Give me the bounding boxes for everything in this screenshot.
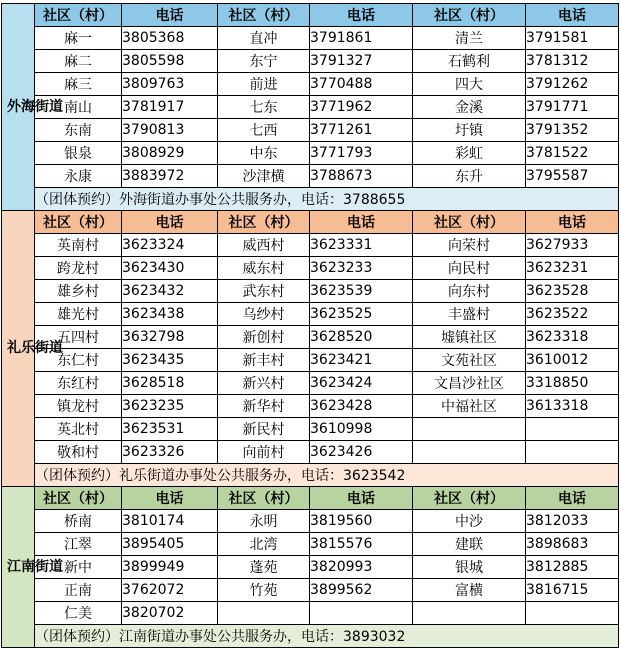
community-name-cell: 向东村 — [413, 280, 526, 303]
phone-number-cell: 3791327 — [310, 50, 413, 73]
phone-number-cell: 3899949 — [122, 556, 218, 579]
column-header-community: 社区（村） — [218, 487, 310, 510]
phone-number-cell: 3791581 — [526, 27, 619, 50]
column-header-phone: 电话 — [526, 487, 619, 510]
phone-number-cell: 3318850 — [526, 372, 619, 395]
community-name-cell: 五四村 — [35, 326, 122, 349]
section-footer-row — [2, 188, 619, 211]
community-name-cell: 新中 — [35, 556, 122, 579]
community-name-cell: 跨龙村 — [35, 257, 122, 280]
community-name-cell: 新丰村 — [218, 349, 310, 372]
phone-number-cell: 3623326 — [122, 441, 218, 464]
community-name-cell: 文昌沙社区 — [413, 372, 526, 395]
community-name-cell: 新华村 — [218, 395, 310, 418]
section-header-row — [2, 211, 619, 234]
community-name-cell: 银泉 — [35, 142, 122, 165]
column-header-phone: 电话 — [122, 211, 218, 234]
community-name-cell: 七东 — [218, 96, 310, 119]
phone-number-cell: 3791262 — [526, 73, 619, 96]
community-name-cell: 丰盛村 — [413, 303, 526, 326]
table-row — [2, 418, 619, 441]
phone-number-cell: 3895405 — [122, 533, 218, 556]
community-name-cell: 金溪 — [413, 96, 526, 119]
column-header-phone: 电话 — [122, 4, 218, 27]
phone-number-cell: 3805598 — [122, 50, 218, 73]
community-name-cell: 墟镇社区 — [413, 326, 526, 349]
community-name-cell: 新兴村 — [218, 372, 310, 395]
section-header-row — [2, 487, 619, 510]
community-name-cell: 石鹤利 — [413, 50, 526, 73]
street-name-text: 外海街道 — [7, 98, 63, 115]
community-name-cell: 向民村 — [413, 257, 526, 280]
phone-number-cell: 3623438 — [122, 303, 218, 326]
community-name-cell: 江翠 — [35, 533, 122, 556]
street-name-text: 礼乐街道 — [7, 340, 63, 356]
phone-number-cell: 3771962 — [310, 96, 413, 119]
community-name-cell: 乌纱村 — [218, 303, 310, 326]
community-name-cell: 北湾 — [218, 533, 310, 556]
community-name-cell: 镇龙村 — [35, 395, 122, 418]
community-name-cell: 竹苑 — [218, 579, 310, 602]
column-header-community: 社区（村） — [413, 487, 526, 510]
phone-number-cell: 3812033 — [526, 510, 619, 533]
phone-number-cell — [526, 418, 619, 441]
community-name-cell: 威西村 — [218, 234, 310, 257]
community-name-cell — [413, 418, 526, 441]
table-row — [2, 556, 619, 579]
phone-number-cell: 3791771 — [526, 96, 619, 119]
community-name-cell: 东宁 — [218, 50, 310, 73]
phone-number-cell: 3623235 — [122, 395, 218, 418]
phone-number-cell: 3623231 — [526, 257, 619, 280]
street-name-label — [2, 487, 63, 648]
phone-number-cell: 3808929 — [122, 142, 218, 165]
phone-number-cell — [310, 602, 413, 625]
community-name-cell: 麻三 — [35, 73, 122, 96]
community-name-cell: 正南 — [35, 579, 122, 602]
community-name-cell: 建联 — [413, 533, 526, 556]
column-header-phone: 电话 — [310, 487, 413, 510]
community-name-cell: 直冲 — [218, 27, 310, 50]
community-name-cell: 英北村 — [35, 418, 122, 441]
table-row — [2, 50, 619, 73]
community-name-cell: 麻一 — [35, 27, 122, 50]
column-header-community: 社区（村） — [413, 4, 526, 27]
table-row — [2, 27, 619, 50]
phone-number-cell: 3790813 — [122, 119, 218, 142]
phone-number-cell: 3899562 — [310, 579, 413, 602]
group-booking-contact: （团体预约）江南街道办事处公共服务办，电话：3893032 — [35, 625, 619, 648]
phone-number-cell: 3816715 — [526, 579, 619, 602]
community-name-cell: 向荣村 — [413, 234, 526, 257]
community-name-cell: 中福社区 — [413, 395, 526, 418]
community-name-cell: 银城 — [413, 556, 526, 579]
community-name-cell: 东仁村 — [35, 349, 122, 372]
phone-number-cell: 3820702 — [122, 602, 218, 625]
community-name-cell — [413, 441, 526, 464]
phone-number-cell — [526, 441, 619, 464]
phone-number-cell: 3795587 — [526, 165, 619, 188]
community-name-cell: 文苑社区 — [413, 349, 526, 372]
table-row — [2, 96, 619, 119]
phone-number-cell: 3623421 — [310, 349, 413, 372]
community-name-cell: 仁美 — [35, 602, 122, 625]
community-name-cell: 永明 — [218, 510, 310, 533]
phone-number-cell: 3623233 — [310, 257, 413, 280]
community-name-cell: 向前村 — [218, 441, 310, 464]
community-name-cell: 东升 — [413, 165, 526, 188]
community-name-cell: 前进 — [218, 73, 310, 96]
community-name-cell — [413, 602, 526, 625]
table-row — [2, 73, 619, 96]
column-header-community: 社区（村） — [218, 211, 310, 234]
phone-number-cell: 3623539 — [310, 280, 413, 303]
table-row — [2, 119, 619, 142]
phone-number-cell: 3623435 — [122, 349, 218, 372]
table-row — [2, 326, 619, 349]
section-header-row — [2, 4, 619, 27]
phone-number-cell: 3812885 — [526, 556, 619, 579]
phone-number-cell: 3623525 — [310, 303, 413, 326]
group-booking-contact: （团体预约）外海街道办事处公共服务办，电话：3788655 — [35, 188, 619, 211]
community-name-cell: 东红村 — [35, 372, 122, 395]
phone-number-cell — [526, 602, 619, 625]
phone-number-cell: 3628518 — [122, 372, 218, 395]
phone-number-cell: 3623432 — [122, 280, 218, 303]
community-name-cell — [218, 602, 310, 625]
column-header-community: 社区（村） — [35, 211, 122, 234]
table-row — [2, 579, 619, 602]
phone-number-cell: 3781917 — [122, 96, 218, 119]
community-name-cell: 雄光村 — [35, 303, 122, 326]
column-header-community: 社区（村） — [35, 4, 122, 27]
phone-number-cell: 3815576 — [310, 533, 413, 556]
table-row — [2, 280, 619, 303]
phone-number-cell: 3623528 — [526, 280, 619, 303]
phone-number-cell: 3632798 — [122, 326, 218, 349]
community-name-cell: 沙津横 — [218, 165, 310, 188]
phone-number-cell: 3805368 — [122, 27, 218, 50]
street-name-text: 江南街道 — [7, 558, 63, 575]
community-phone-table — [1, 3, 619, 648]
table-row — [2, 349, 619, 372]
community-name-cell: 圩镇 — [413, 119, 526, 142]
section-footer-row — [2, 464, 619, 487]
community-name-cell: 桥南 — [35, 510, 122, 533]
directory — [1, 3, 619, 648]
community-name-cell: 威东村 — [218, 257, 310, 280]
column-header-phone: 电话 — [526, 4, 619, 27]
table-row — [2, 257, 619, 280]
community-name-cell: 敬和村 — [35, 441, 122, 464]
phone-number-cell: 3623430 — [122, 257, 218, 280]
community-name-cell: 麻二 — [35, 50, 122, 73]
street-name-label — [2, 211, 63, 487]
phone-number-cell: 3623424 — [310, 372, 413, 395]
phone-number-cell: 3623428 — [310, 395, 413, 418]
phone-number-cell: 3781312 — [526, 50, 619, 73]
community-name-cell: 南山 — [35, 96, 122, 119]
community-name-cell: 清兰 — [413, 27, 526, 50]
phone-number-cell: 3623522 — [526, 303, 619, 326]
phone-number-cell: 3819560 — [310, 510, 413, 533]
community-name-cell: 彩虹 — [413, 142, 526, 165]
community-name-cell: 富横 — [413, 579, 526, 602]
phone-number-cell: 3770488 — [310, 73, 413, 96]
community-name-cell: 七西 — [218, 119, 310, 142]
street-name-label — [2, 4, 63, 211]
phone-number-cell: 3623318 — [526, 326, 619, 349]
table-row — [2, 142, 619, 165]
group-booking-contact: （团体预约）礼乐街道办事处公共服务办，电话：3623542 — [35, 464, 619, 487]
phone-number-cell: 3627933 — [526, 234, 619, 257]
community-name-cell: 雄乡村 — [35, 280, 122, 303]
column-header-phone: 电话 — [310, 4, 413, 27]
community-name-cell: 中东 — [218, 142, 310, 165]
phone-number-cell: 3781522 — [526, 142, 619, 165]
column-header-community: 社区（村） — [413, 211, 526, 234]
phone-number-cell: 3809763 — [122, 73, 218, 96]
column-header-community: 社区（村） — [218, 4, 310, 27]
table-row — [2, 395, 619, 418]
table-row — [2, 234, 619, 257]
community-name-cell: 新民村 — [218, 418, 310, 441]
phone-number-cell: 3771261 — [310, 119, 413, 142]
community-name-cell: 四大 — [413, 73, 526, 96]
phone-number-cell: 3771793 — [310, 142, 413, 165]
table-row — [2, 165, 619, 188]
column-header-phone: 电话 — [122, 487, 218, 510]
phone-number-cell: 3623324 — [122, 234, 218, 257]
table-row — [2, 303, 619, 326]
community-name-cell: 蓬苑 — [218, 556, 310, 579]
phone-number-cell: 3628520 — [310, 326, 413, 349]
community-name-cell: 永康 — [35, 165, 122, 188]
phone-number-cell: 3623531 — [122, 418, 218, 441]
section-footer-row — [2, 625, 619, 648]
community-name-cell: 新创村 — [218, 326, 310, 349]
phone-number-cell: 3623426 — [310, 441, 413, 464]
table-row — [2, 602, 619, 625]
phone-number-cell: 3762072 — [122, 579, 218, 602]
column-header-phone: 电话 — [310, 211, 413, 234]
phone-number-cell: 3613318 — [526, 395, 619, 418]
phone-number-cell: 3610012 — [526, 349, 619, 372]
community-name-cell: 英南村 — [35, 234, 122, 257]
column-header-phone: 电话 — [526, 211, 619, 234]
phone-number-cell: 3810174 — [122, 510, 218, 533]
column-header-community: 社区（村） — [35, 487, 122, 510]
phone-number-cell: 3610998 — [310, 418, 413, 441]
community-name-cell: 东南 — [35, 119, 122, 142]
phone-number-cell: 3883972 — [122, 165, 218, 188]
community-name-cell: 中沙 — [413, 510, 526, 533]
community-name-cell: 武东村 — [218, 280, 310, 303]
phone-number-cell: 3898683 — [526, 533, 619, 556]
table-row — [2, 510, 619, 533]
phone-number-cell: 3788673 — [310, 165, 413, 188]
table-row — [2, 533, 619, 556]
phone-number-cell: 3623331 — [310, 234, 413, 257]
phone-number-cell: 3820993 — [310, 556, 413, 579]
table-row — [2, 441, 619, 464]
phone-number-cell: 3791352 — [526, 119, 619, 142]
table-row — [2, 372, 619, 395]
phone-number-cell: 3791861 — [310, 27, 413, 50]
